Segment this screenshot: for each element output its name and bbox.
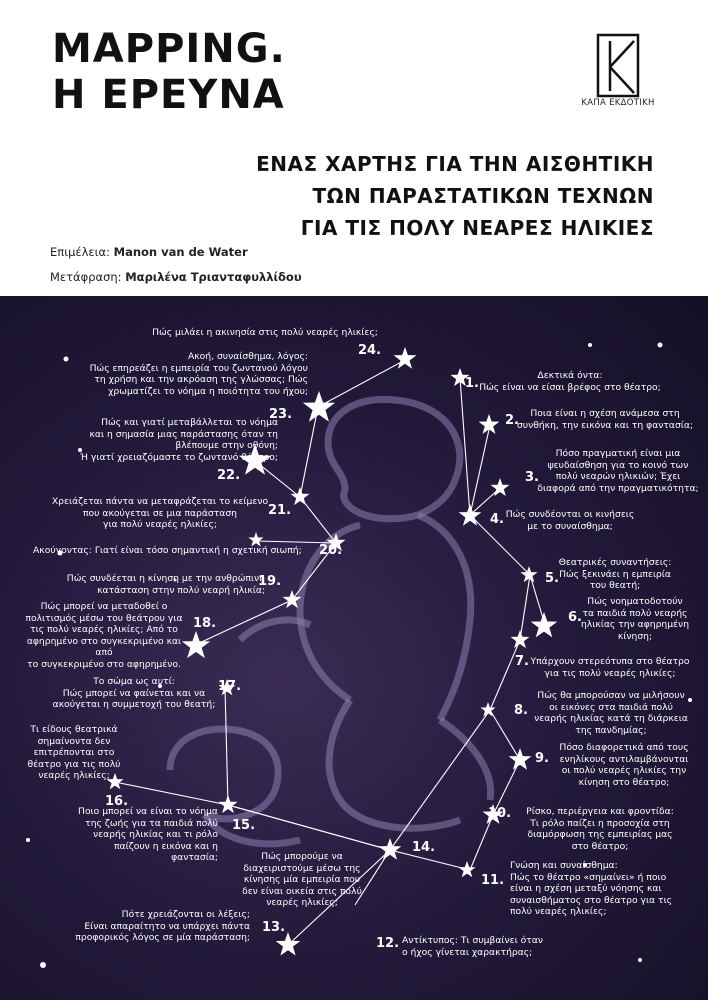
constellation-cover bbox=[0, 296, 708, 1000]
question-23: Ακοή, συναίσθημα, λόγος: Πώς επηρεάζει η εμπειρία του ζωντανού λόγου τη χρήση και την ακρόαση της γλώσσας; Πώς χρωματίζει το νόημα η ποιότητα του ήχου; bbox=[89, 351, 308, 397]
number-6: 6. bbox=[568, 610, 582, 625]
number-9: 9. bbox=[535, 751, 549, 766]
number-13: 13. bbox=[262, 920, 286, 935]
question-3: Πόσο πραγματική είναι μια ψευδαίσθηση για το κοινό των πολύ νεαρών ηλικιών; Έχει διαφορά από την πραγματικότητα; bbox=[537, 448, 699, 494]
question-11: Γνώση και συναίσθημα: Πώς το θέατρο «σημαίνει» ή ποιο είναι η σχέση μεταξύ νόησης και συναισθήματος στο θέατρο για τις πολύ νεαρές ηλικίες; bbox=[510, 860, 673, 918]
subtitle-line-2: ΤΩΝ ΠΑΡΑΣΤΑΤΙΚΩΝ ΤΕΧΝΩΝ bbox=[312, 184, 654, 208]
number-2: 2. bbox=[505, 413, 519, 428]
question-2: Ποια είναι η σχέση ανάμεσα στη συνθήκη, την εικόνα και τη φαντασία; bbox=[516, 408, 694, 431]
translator-credit bbox=[50, 270, 302, 284]
editor-credit bbox=[50, 245, 248, 259]
question-6: Πώς νοηματοδοτούν τα παιδιά πολύ νεαρής ηλικίας την αφηρημένη κίνηση; bbox=[580, 596, 690, 642]
star-9-icon bbox=[509, 748, 532, 770]
header-area bbox=[0, 0, 708, 296]
question-7: Υπάρχουν στερεότυπα στο θέατρο για τις πολύ νεαρές ηλικίες; bbox=[530, 656, 690, 679]
question-13: Πότε χρειάζονται οι λέξεις; Είναι απαραίτητο να υπάρχει πάντα προφορικός λόγος σε μία παράσταση; bbox=[75, 909, 250, 944]
question-8: Πώς θα μπορούσαν να μιλήσουν οι εικόνες στα παιδιά πολύ νεαρής ηλικίας κατά τη διάρκεια της πανδημίας; bbox=[534, 690, 688, 736]
number-10: 10. bbox=[488, 806, 512, 821]
number-3: 3. bbox=[525, 470, 539, 485]
star-8-icon bbox=[480, 702, 495, 716]
number-24: 24. bbox=[358, 343, 382, 358]
number-1: 1. bbox=[465, 376, 479, 391]
number-14: 14. bbox=[412, 840, 436, 855]
star-14-icon bbox=[379, 838, 402, 860]
question-20: Ακούγοντας: Γιατί είναι τόσο σημαντική η σχετική σιωπή; bbox=[33, 545, 302, 556]
star-13-icon bbox=[276, 932, 301, 956]
question-22: Πώς και γιατί μεταβάλλεται το νόημα και η σημασία μιας παράστασης όταν τη βλέπουμε στην οθόνη; Ή γιατί χρειαζόμαστε το ζωντανό θέατρο; bbox=[80, 417, 278, 463]
number-18: 18. bbox=[193, 616, 217, 631]
editor-label: Επιμέλεια: bbox=[50, 245, 110, 259]
number-4: 4. bbox=[490, 512, 504, 527]
question-15: Ποιο μπορεί να είναι το νόημα της ζωής για τα παιδιά πολύ νεαρής ηλικίας και τι ρόλο παίζουν η εικόνα και η φαντασία; bbox=[78, 806, 218, 864]
star-6-icon bbox=[531, 612, 558, 637]
question-5: Θεατρικές συναντήσεις: Πώς ξεκινάει η εμπειρία του θεατή; bbox=[558, 557, 672, 592]
translator-label: Μετάφραση: bbox=[50, 270, 122, 284]
number-19: 19. bbox=[258, 574, 282, 589]
subtitle bbox=[256, 148, 654, 244]
number-23: 23. bbox=[269, 407, 293, 422]
question-1: Δεκτικά όντα: Πώς είναι να είσαι βρέφος στο θέατρο; bbox=[479, 370, 661, 393]
title-line-1: MAPPING. bbox=[52, 26, 286, 72]
subtitle-line-1: ΕΝΑΣ ΧΑΡΤΗΣ ΓΙΑ ΤΗΝ ΑΙΣΘΗΤΙΚΗ bbox=[256, 152, 654, 176]
number-8: 8. bbox=[514, 703, 528, 718]
question-19: Πώς συνδέεται η κίνηση με την ανθρώπινη κατάσταση στην πολύ νεαρή ηλικία; bbox=[66, 573, 265, 596]
number-22: 22. bbox=[217, 468, 241, 483]
publisher-name: ΚΑΠΑ ΕΚΔΟΤΙΚΗ bbox=[581, 98, 655, 108]
number-5: 5. bbox=[545, 571, 559, 586]
question-14: Πώς μπορούμε να διαχειριστούμε μέσω της κίνησης μία εμπειρία που δεν είναι οικεία στις πολύ νεαρές ηλικίες; bbox=[242, 851, 362, 909]
question-4: Πώς συνδέονται οι κινήσεις με το συναίσθημα; bbox=[505, 509, 635, 532]
star-24-icon bbox=[394, 347, 417, 369]
kappa-logo-icon bbox=[596, 33, 640, 98]
star-7-icon bbox=[511, 630, 530, 648]
number-20: 20. bbox=[319, 543, 343, 558]
number-15: 15. bbox=[232, 818, 256, 833]
question-21: Χρειάζεται πάντα να μεταφράζεται το κείμενο που ακούγεται σε μια παράσταση για πολύ νεαρές ηλικίες; bbox=[51, 496, 269, 531]
question-18: Πώς μπορεί να μεταδοθεί ο πολιτισμός μέσω του θεάτρου για τις πολύ νεαρές ηλικίες; Από το αφηρημένο στο συγκεκριμένο και από το συγκεκριμένο στο αφηρημένο. bbox=[25, 601, 183, 670]
question-12: Αντίκτυπος: Τι συμβαίνει όταν ο ήχος γίνεται χαρακτήρας; bbox=[402, 935, 544, 958]
translator-name: Μαριλένα Τριανταφυλλίδου bbox=[125, 270, 302, 284]
number-12: 12. bbox=[376, 936, 400, 951]
title-line-2: Η ΕΡΕΥΝΑ bbox=[52, 72, 285, 118]
number-21: 21. bbox=[268, 503, 292, 518]
number-17: 17. bbox=[218, 679, 242, 694]
star-21-icon bbox=[291, 487, 310, 505]
number-11: 11. bbox=[481, 873, 505, 888]
subtitle-line-3: ΓΙΑ ΤΙΣ ΠΟΛΥ ΝΕΑΡΕΣ ΗΛΙΚΙΕΣ bbox=[300, 216, 654, 240]
question-24: Πώς μιλάει η ακινησία στις πολύ νεαρές ηλικίες; bbox=[152, 327, 378, 338]
editor-name: Manon van de Water bbox=[113, 245, 248, 259]
page-title bbox=[52, 26, 286, 118]
question-17: Το σώμα ως αυτί: Πώς μπορεί να φαίνεται και να ακούγεται η συμμετοχή του θεατή; bbox=[52, 676, 216, 711]
question-9: Πόσο διαφορετικά από τους ενηλίκους αντιλαμβάνονται οι πολύ νεαρές ηλικίες την κίνηση στο θέατρο; bbox=[559, 742, 689, 788]
question-16: Τι είδους θεατρικά σημαίνοντα δεν επιτρέπονται στο θέατρο για τις πολύ νεαρές ηλικίες; bbox=[27, 724, 121, 782]
star-15-icon bbox=[219, 795, 238, 813]
question-10: Ρίσκο, περιέργεια και φροντίδα: Τι ρόλο παίζει η προσοχία στη διαμόρφωση της εμπειρίας μας στο θέατρο; bbox=[526, 806, 674, 852]
number-16: 16. bbox=[105, 794, 129, 809]
number-7: 7. bbox=[515, 654, 529, 669]
